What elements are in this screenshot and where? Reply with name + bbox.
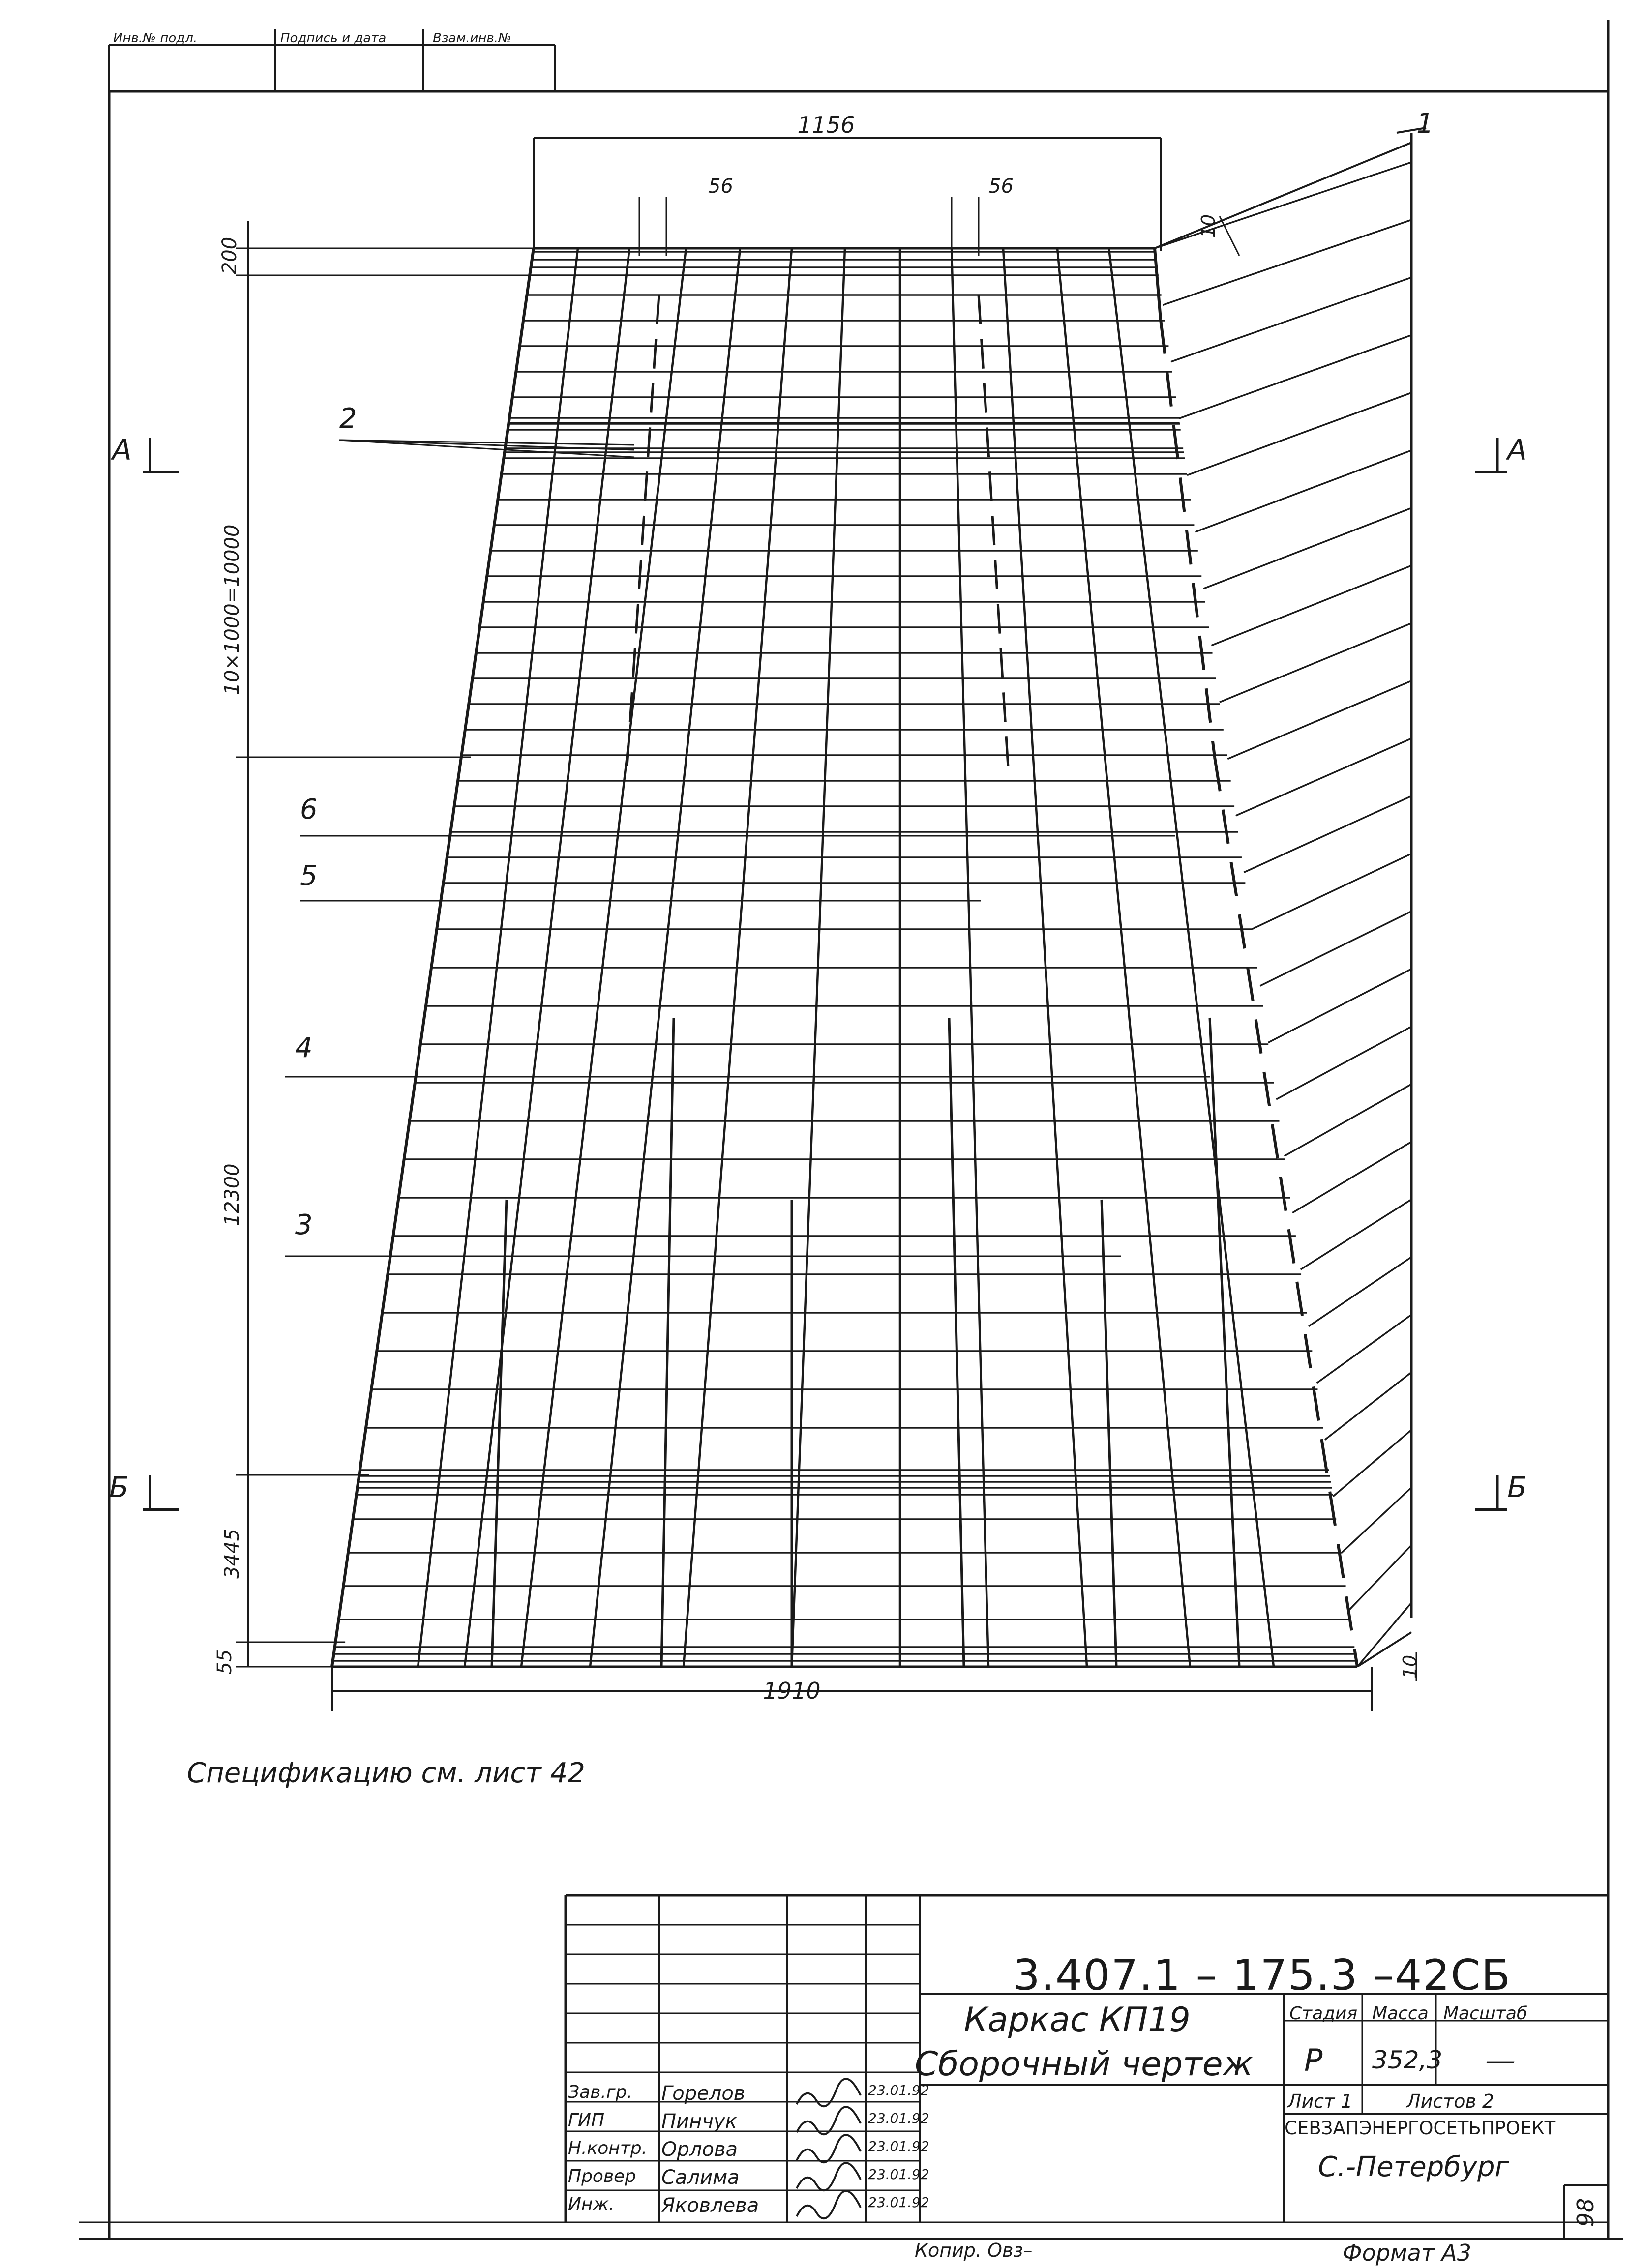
dim-right-top: 10 (1197, 214, 1219, 238)
side-plank (1236, 738, 1411, 816)
callout-2: 2 (339, 403, 357, 435)
right-dashed-bar (1215, 757, 1357, 1667)
scale-header: Масштаб (1443, 2003, 1528, 2024)
side-plank (1244, 796, 1411, 872)
dim-top-width: 1156 (797, 112, 855, 138)
callout-3: 3 (295, 1209, 313, 1241)
vertical-bar (792, 248, 845, 1667)
short-rod (1102, 1200, 1116, 1667)
vertical-bar (1109, 248, 1274, 1667)
signature-name: Горелов (661, 2082, 746, 2105)
signature-name: Пинчук (661, 2110, 737, 2133)
dim-middle-span: 12300 (221, 1163, 243, 1226)
mass-value: 352,3 (1372, 2046, 1443, 2074)
side-plank (1220, 623, 1411, 703)
side-plank (1268, 969, 1411, 1043)
sheets-value: Листов 2 (1406, 2091, 1495, 2112)
signature-mark (797, 2107, 861, 2134)
stage-value: Р (1304, 2042, 1323, 2078)
spec-note: Спецификацию см. лист 42 (187, 1757, 585, 1789)
sheet-frame (79, 20, 1623, 2239)
stamp-sign-label: Подпись и дата (280, 31, 387, 46)
vertical-bar (1003, 248, 1087, 1667)
signature-role: Н.контр. (568, 2138, 648, 2158)
side-plank (1325, 1372, 1411, 1440)
title-line2: Сборочный чертеж (915, 2045, 1253, 2084)
side-plank (1155, 162, 1411, 248)
signature-date: 23.01.92 (868, 2138, 929, 2154)
signature-date: 23.01.92 (868, 2166, 929, 2182)
dim-lower-span: 3445 (221, 1529, 243, 1579)
doc-number: 3.407.1 – 175.3 –42СБ (1013, 1951, 1511, 2000)
side-plank (1309, 1257, 1411, 1326)
stamp-replace-label: Взам.инв.№ (433, 31, 511, 46)
page-number: 98 (1572, 2198, 1599, 2227)
side-plank (1211, 565, 1411, 645)
dim-line (1220, 216, 1239, 256)
callout-5: 5 (300, 860, 318, 892)
dashed-bar (979, 295, 1008, 767)
mass-header: Масса (1372, 2003, 1429, 2024)
section-a-left: А (112, 433, 132, 467)
org-name: СЕВЗАПЭНЕРГОСЕТЬПРОЕКТ (1285, 2118, 1556, 2139)
short-rod (949, 1018, 964, 1667)
short-rod (661, 1018, 674, 1667)
callout-6: 6 (300, 794, 318, 825)
org-city: С.-Петербург (1318, 2151, 1509, 2183)
signature-role: Инж. (568, 2194, 615, 2214)
dim-bottom-gap: 55 (213, 1649, 236, 1675)
signature-mark (797, 2191, 861, 2218)
side-plank (1333, 1430, 1411, 1496)
short-rod (1210, 1018, 1239, 1667)
left-boundary-bar (332, 248, 534, 1667)
side-plank (1276, 1027, 1411, 1099)
signature-mark (797, 2163, 861, 2190)
signature-role: ГИП (568, 2110, 605, 2130)
section-marks (143, 438, 1507, 1509)
signature-date: 23.01.92 (868, 2194, 929, 2210)
section-b-left: Б (109, 1471, 129, 1504)
dim-bottom-width: 1910 (763, 1678, 821, 1704)
side-plank (1349, 1545, 1411, 1610)
title-line1: Каркас КП19 (964, 2001, 1191, 2039)
short-rod (492, 1200, 507, 1667)
signature-name: Орлова (661, 2138, 738, 2161)
sheet-value: Лист 1 (1287, 2091, 1353, 2112)
dim-offset-left: 56 (708, 175, 733, 198)
scale-value: — (1485, 2042, 1516, 2078)
signature-role: Зав.гр. (568, 2082, 633, 2102)
side-plank (1260, 912, 1411, 986)
stamp-inv-label: Инв.№ подл. (113, 31, 198, 46)
dim-upper-span: 10×1000=10000 (221, 524, 243, 695)
signature-mark (797, 2135, 861, 2162)
vertical-bar (952, 248, 988, 1667)
side-plank (1227, 681, 1411, 759)
vertical-bar (1057, 248, 1190, 1667)
stage-header: Стадия (1289, 2003, 1358, 2024)
side-plank (1317, 1315, 1411, 1383)
signature-date: 23.01.92 (868, 2110, 929, 2126)
footer-format: Формат А3 (1343, 2239, 1471, 2266)
signature-date: 23.01.92 (868, 2082, 929, 2098)
side-plank (1285, 1084, 1411, 1156)
dim-top-gap: 200 (218, 236, 241, 275)
right-dashed-bar (1161, 320, 1215, 757)
callout-1: 1 (1416, 108, 1434, 140)
section-b-right: Б (1507, 1471, 1527, 1504)
side-plank (1341, 1488, 1411, 1554)
right-boundary-bar (1155, 248, 1161, 320)
side-plank (1292, 1142, 1411, 1212)
vertical-bar (684, 248, 792, 1667)
dim-right-bottom: 10 (1399, 1654, 1421, 1679)
dim-offset-right: 56 (988, 175, 1014, 198)
footer-copied: Копир. Овз– (915, 2239, 1033, 2261)
frame-mesh (236, 128, 1426, 1711)
section-a-right: А (1507, 433, 1527, 467)
signature-name: Салима (661, 2166, 740, 2189)
side-plank (1301, 1200, 1411, 1270)
signature-name: Яковлева (661, 2194, 759, 2217)
side-plank (1203, 508, 1411, 589)
side-plank (1252, 854, 1411, 929)
signature-role: Провер (568, 2166, 636, 2186)
callout-4: 4 (295, 1032, 313, 1064)
